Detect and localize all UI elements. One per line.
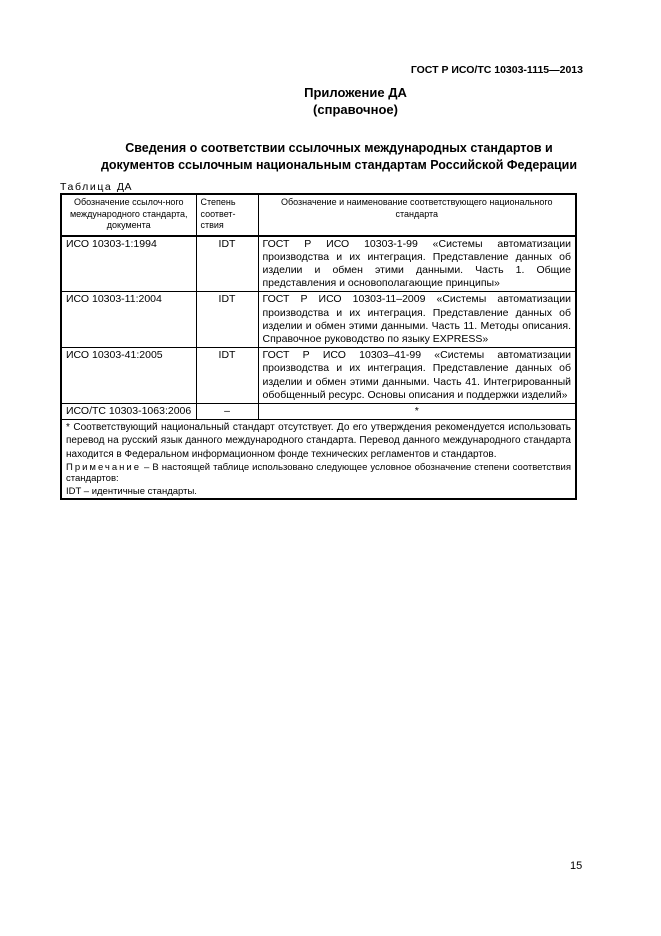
table-footnote-row	[61, 420, 576, 500]
heading-line-1: Сведения о соответствии ссылочных международных стандартов и	[125, 141, 553, 155]
table-label-id: ДА	[116, 181, 133, 193]
table-header-row	[61, 194, 576, 236]
appendix-title	[0, 84, 661, 118]
footnote-text: * Соответствующий национальный стандарт отсутствует. До его утверждения рекомендуется использовать перевод на русский язык данного международного стандарта. Перевод данного международного стандарта находится в Федеральном информационном фонде технических регламентов и стандартов.	[66, 422, 571, 460]
cell-national: ГОСТ Р ИСО 10303–41-99 «Системы автоматизации производства и их интеграция. Представление данных об изделии и обмен этими данными. Часть 41. Интегрированный обобщенный ресурс. Основы описания и поддержки изделий»	[258, 348, 576, 404]
cell-reference: ИСО 10303-11:2004	[61, 292, 196, 348]
appendix-type: (справочное)	[313, 102, 398, 117]
column-header-reference: Обозначение ссылоч-ного международного стандарта, документа	[61, 194, 196, 236]
document-code: ГОСТ Р ИСО/ТС 10303-1115—2013	[410, 64, 583, 76]
table-row	[61, 403, 576, 419]
standards-table	[60, 193, 577, 500]
column-header-degree: Степень соответ-ствия	[196, 194, 258, 236]
table-note	[66, 462, 571, 485]
table-row	[61, 348, 576, 404]
cell-degree: IDT	[196, 292, 258, 348]
cell-degree: –	[196, 403, 258, 419]
cell-reference: ИСО/ТС 10303-1063:2006	[61, 403, 196, 419]
page-number: 15	[570, 860, 583, 872]
cell-reference: ИСО 10303-41:2005	[61, 348, 196, 404]
cell-reference: ИСО 10303-1:1994	[61, 236, 196, 292]
cell-degree: IDT	[196, 348, 258, 404]
note-text: – В настоящей таблице использовано следующее условное обозначение степени соответствия стандартов:	[66, 461, 571, 485]
table-row	[61, 236, 576, 292]
table-row	[61, 292, 576, 348]
table-footnote	[61, 420, 576, 500]
heading-line-2: документов ссылочным национальным стандартам Российской Федерации	[100, 158, 578, 172]
note-label: Примечание	[66, 461, 141, 473]
appendix-name: Приложение ДА	[304, 85, 407, 100]
cell-degree: IDT	[196, 236, 258, 292]
section-heading	[54, 140, 624, 174]
cell-national: ГОСТ Р ИСО 10303-1-99 «Системы автоматизации производства и их интеграция. Представление данных об изделии и обмен этими данными. Часть 1. Общие представления и основополагающие принципы»	[258, 236, 576, 292]
table-label-word: Таблица	[60, 181, 113, 193]
cell-national: *	[258, 403, 576, 419]
column-header-national: Обозначение и наименование соответствующего национального стандарта	[258, 194, 576, 236]
table-label	[60, 181, 132, 193]
cell-national: ГОСТ Р ИСО 10303-11–2009 «Системы автоматизации производства и их интеграция. Представление данных об изделии и обмен этими данными. Часть 11. Методы описания. Справочное руководство по языку EXPRESS»	[258, 292, 576, 348]
note-idt: IDT – идентичные стандарты.	[66, 485, 197, 497]
